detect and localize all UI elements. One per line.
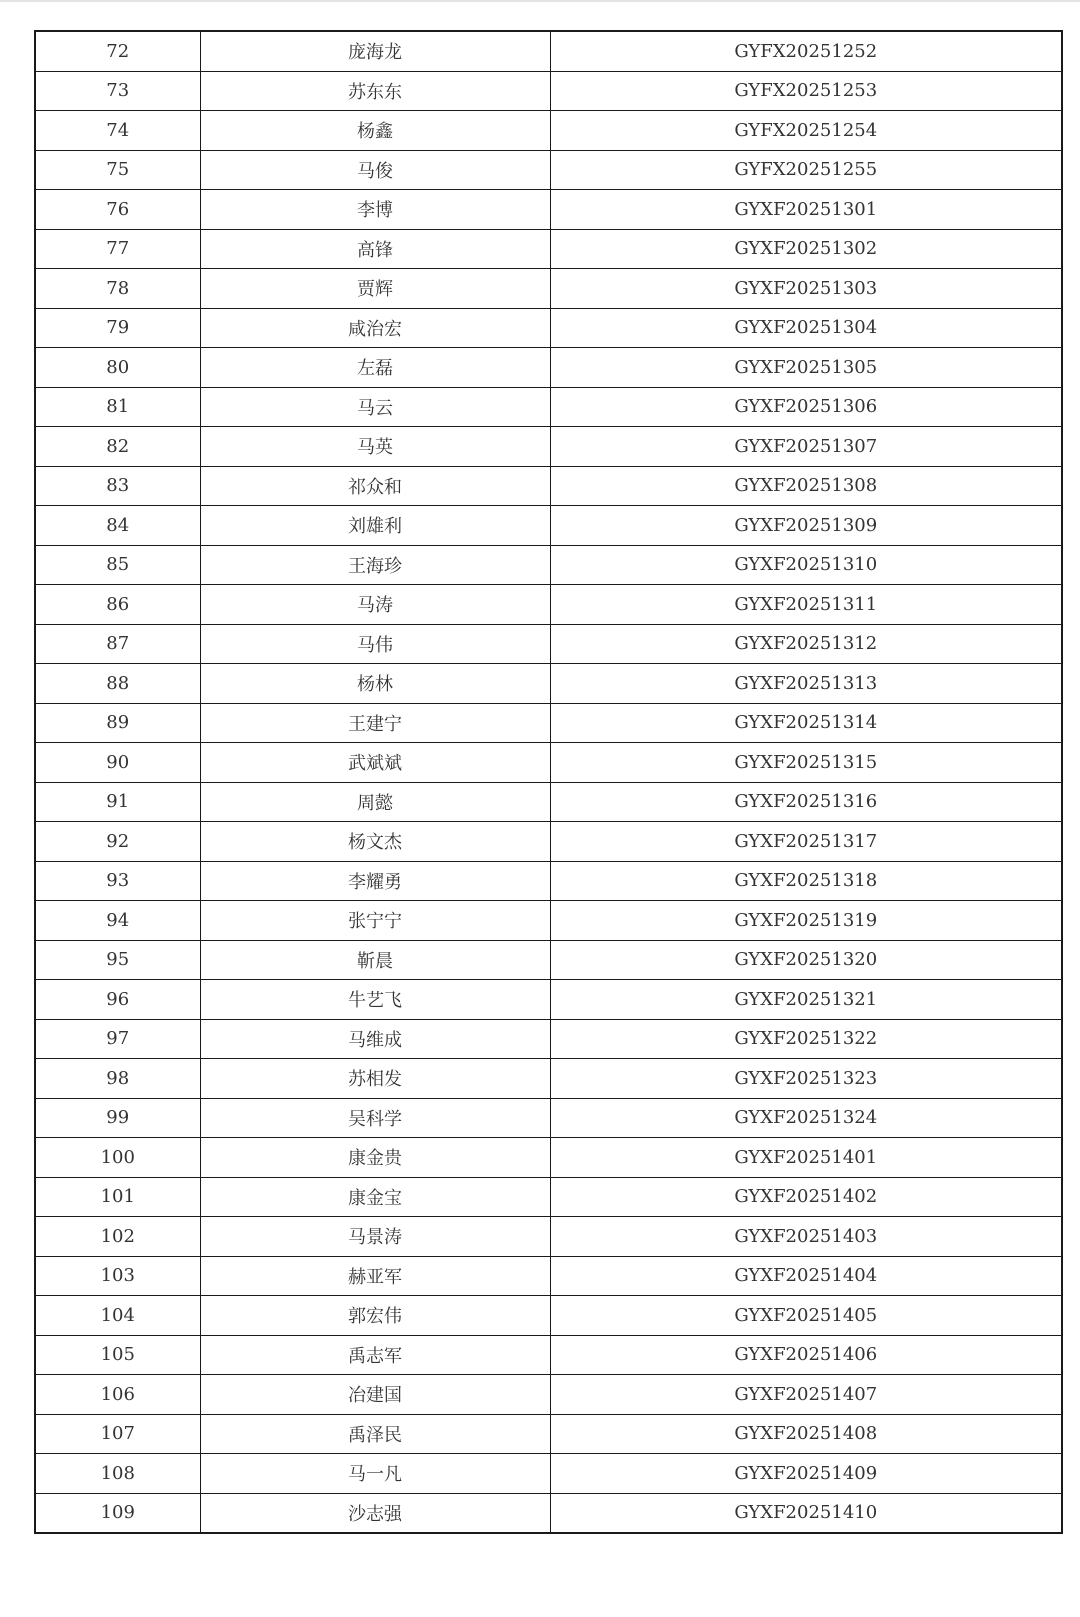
table-row <box>35 111 1062 151</box>
code-cell: GYFX20251253 <box>550 71 1062 111</box>
code-cell: GYXF20251311 <box>550 585 1062 625</box>
row-number-cell: 90 <box>35 743 200 783</box>
name-cell: 王建宁 <box>200 703 550 743</box>
code-cell: GYXF20251323 <box>550 1059 1062 1099</box>
name-cell: 马伟 <box>200 624 550 664</box>
row-number-cell: 105 <box>35 1335 200 1375</box>
code-cell: GYXF20251403 <box>550 1217 1062 1257</box>
row-number-cell: 76 <box>35 190 200 230</box>
name-cell: 祁众和 <box>200 466 550 506</box>
row-number-cell: 84 <box>35 506 200 546</box>
table-row <box>35 1059 1062 1099</box>
code-cell: GYXF20251410 <box>550 1493 1062 1533</box>
table-row <box>35 743 1062 783</box>
code-cell: GYXF20251405 <box>550 1296 1062 1336</box>
row-number-cell: 86 <box>35 585 200 625</box>
code-cell: GYXF20251401 <box>550 1138 1062 1178</box>
row-number-cell: 95 <box>35 940 200 980</box>
code-cell: GYFX20251252 <box>550 31 1062 71</box>
name-cell: 靳晨 <box>200 940 550 980</box>
row-number-cell: 97 <box>35 1019 200 1059</box>
code-cell: GYXF20251318 <box>550 861 1062 901</box>
table-row <box>35 861 1062 901</box>
name-cell: 李耀勇 <box>200 861 550 901</box>
row-number-cell: 107 <box>35 1414 200 1454</box>
name-cell: 郭宏伟 <box>200 1296 550 1336</box>
table-row <box>35 427 1062 467</box>
name-cell: 禹志军 <box>200 1335 550 1375</box>
code-cell: GYXF20251304 <box>550 308 1062 348</box>
code-cell: GYXF20251409 <box>550 1454 1062 1494</box>
row-number-cell: 77 <box>35 229 200 269</box>
table-row <box>35 1217 1062 1257</box>
name-cell: 苏相发 <box>200 1059 550 1099</box>
table-row <box>35 1138 1062 1178</box>
table-row <box>35 901 1062 941</box>
table-row <box>35 782 1062 822</box>
code-cell: GYFX20251254 <box>550 111 1062 151</box>
table-row <box>35 1296 1062 1336</box>
code-cell: GYXF20251312 <box>550 624 1062 664</box>
code-cell: GYXF20251307 <box>550 427 1062 467</box>
table-row <box>35 1098 1062 1138</box>
roster-table <box>34 30 1063 1534</box>
row-number-cell: 72 <box>35 31 200 71</box>
code-cell: GYXF20251301 <box>550 190 1062 230</box>
name-cell: 马维成 <box>200 1019 550 1059</box>
code-cell: GYXF20251322 <box>550 1019 1062 1059</box>
row-number-cell: 83 <box>35 466 200 506</box>
table-row <box>35 269 1062 309</box>
table-row <box>35 624 1062 664</box>
table-row <box>35 1375 1062 1415</box>
table-row <box>35 1454 1062 1494</box>
row-number-cell: 103 <box>35 1256 200 1296</box>
name-cell: 左磊 <box>200 348 550 388</box>
code-cell: GYXF20251321 <box>550 980 1062 1020</box>
table-row <box>35 1335 1062 1375</box>
name-cell: 马英 <box>200 427 550 467</box>
code-cell: GYXF20251404 <box>550 1256 1062 1296</box>
row-number-cell: 100 <box>35 1138 200 1178</box>
code-cell: GYXF20251320 <box>550 940 1062 980</box>
name-cell: 马涛 <box>200 585 550 625</box>
table-row <box>35 545 1062 585</box>
row-number-cell: 104 <box>35 1296 200 1336</box>
code-cell: GYXF20251310 <box>550 545 1062 585</box>
code-cell: GYXF20251315 <box>550 743 1062 783</box>
row-number-cell: 74 <box>35 111 200 151</box>
table-row <box>35 466 1062 506</box>
table-row <box>35 1256 1062 1296</box>
row-number-cell: 79 <box>35 308 200 348</box>
code-cell: GYXF20251317 <box>550 822 1062 862</box>
name-cell: 周懿 <box>200 782 550 822</box>
name-cell: 牛艺飞 <box>200 980 550 1020</box>
row-number-cell: 82 <box>35 427 200 467</box>
table-row <box>35 822 1062 862</box>
code-cell: GYFX20251255 <box>550 150 1062 190</box>
table-row <box>35 703 1062 743</box>
name-cell: 杨林 <box>200 664 550 704</box>
name-cell: 庞海龙 <box>200 31 550 71</box>
row-number-cell: 108 <box>35 1454 200 1494</box>
code-cell: GYXF20251408 <box>550 1414 1062 1454</box>
name-cell: 李博 <box>200 190 550 230</box>
code-cell: GYXF20251314 <box>550 703 1062 743</box>
name-cell: 吴科学 <box>200 1098 550 1138</box>
row-number-cell: 98 <box>35 1059 200 1099</box>
name-cell: 康金贵 <box>200 1138 550 1178</box>
table-row <box>35 71 1062 111</box>
row-number-cell: 88 <box>35 664 200 704</box>
code-cell: GYXF20251306 <box>550 387 1062 427</box>
code-cell: GYXF20251302 <box>550 229 1062 269</box>
name-cell: 杨鑫 <box>200 111 550 151</box>
table-row <box>35 506 1062 546</box>
name-cell: 马景涛 <box>200 1217 550 1257</box>
row-number-cell: 93 <box>35 861 200 901</box>
name-cell: 高锋 <box>200 229 550 269</box>
table-row <box>35 387 1062 427</box>
table-row <box>35 308 1062 348</box>
table-row <box>35 980 1062 1020</box>
row-number-cell: 99 <box>35 1098 200 1138</box>
row-number-cell: 96 <box>35 980 200 1020</box>
code-cell: GYXF20251319 <box>550 901 1062 941</box>
row-number-cell: 87 <box>35 624 200 664</box>
row-number-cell: 81 <box>35 387 200 427</box>
name-cell: 马俊 <box>200 150 550 190</box>
code-cell: GYXF20251406 <box>550 1335 1062 1375</box>
row-number-cell: 106 <box>35 1375 200 1415</box>
table-row <box>35 150 1062 190</box>
row-number-cell: 92 <box>35 822 200 862</box>
row-number-cell: 102 <box>35 1217 200 1257</box>
name-cell: 康金宝 <box>200 1177 550 1217</box>
row-number-cell: 73 <box>35 71 200 111</box>
name-cell: 王海珍 <box>200 545 550 585</box>
table-row <box>35 1177 1062 1217</box>
row-number-cell: 78 <box>35 269 200 309</box>
row-number-cell: 85 <box>35 545 200 585</box>
code-cell: GYXF20251308 <box>550 466 1062 506</box>
name-cell: 沙志强 <box>200 1493 550 1533</box>
table-row <box>35 1019 1062 1059</box>
table-row <box>35 1414 1062 1454</box>
table-row <box>35 585 1062 625</box>
name-cell: 马云 <box>200 387 550 427</box>
table-row <box>35 1493 1062 1533</box>
table-row <box>35 31 1062 71</box>
table-row <box>35 229 1062 269</box>
row-number-cell: 89 <box>35 703 200 743</box>
row-number-cell: 80 <box>35 348 200 388</box>
roster-table-body <box>35 31 1062 1533</box>
name-cell: 刘雄利 <box>200 506 550 546</box>
name-cell: 杨文杰 <box>200 822 550 862</box>
table-row <box>35 348 1062 388</box>
row-number-cell: 75 <box>35 150 200 190</box>
name-cell: 赫亚军 <box>200 1256 550 1296</box>
row-number-cell: 101 <box>35 1177 200 1217</box>
name-cell: 咸治宏 <box>200 308 550 348</box>
page-top-divider <box>0 0 1080 2</box>
name-cell: 禹泽民 <box>200 1414 550 1454</box>
name-cell: 张宁宁 <box>200 901 550 941</box>
code-cell: GYXF20251316 <box>550 782 1062 822</box>
name-cell: 武斌斌 <box>200 743 550 783</box>
name-cell: 苏东东 <box>200 71 550 111</box>
table-row <box>35 940 1062 980</box>
row-number-cell: 109 <box>35 1493 200 1533</box>
code-cell: GYXF20251303 <box>550 269 1062 309</box>
table-row <box>35 190 1062 230</box>
code-cell: GYXF20251407 <box>550 1375 1062 1415</box>
code-cell: GYXF20251309 <box>550 506 1062 546</box>
code-cell: GYXF20251305 <box>550 348 1062 388</box>
name-cell: 贾辉 <box>200 269 550 309</box>
code-cell: GYXF20251324 <box>550 1098 1062 1138</box>
table-row <box>35 664 1062 704</box>
row-number-cell: 91 <box>35 782 200 822</box>
code-cell: GYXF20251313 <box>550 664 1062 704</box>
name-cell: 冶建国 <box>200 1375 550 1415</box>
row-number-cell: 94 <box>35 901 200 941</box>
code-cell: GYXF20251402 <box>550 1177 1062 1217</box>
name-cell: 马一凡 <box>200 1454 550 1494</box>
